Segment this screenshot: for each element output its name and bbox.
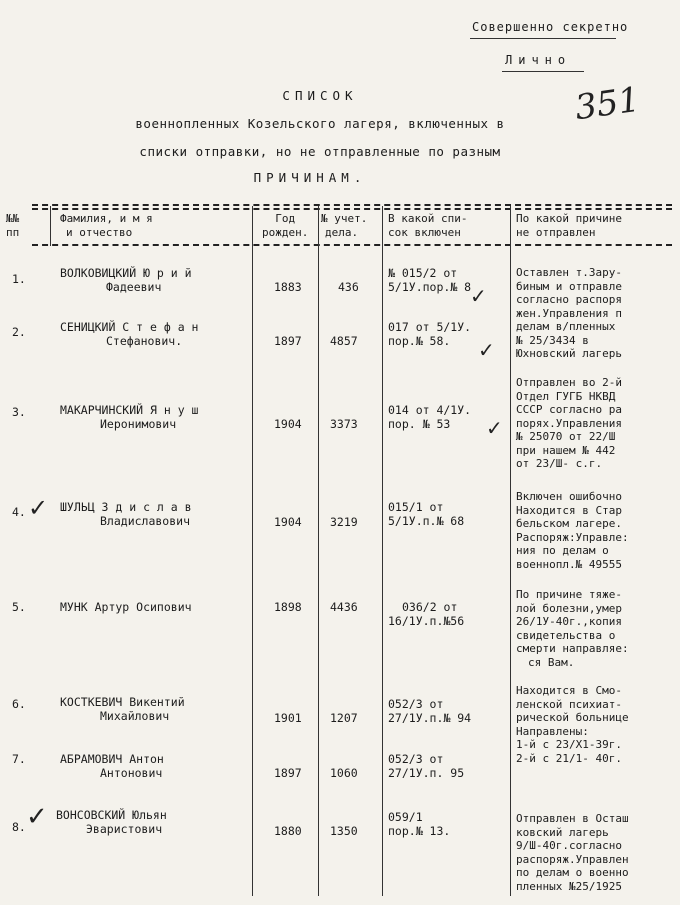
header-file: № учет. дела. — [321, 212, 368, 239]
row-2-file: 4857 — [330, 334, 358, 348]
row-8-year: 1880 — [274, 824, 302, 838]
row-1-name: ВОЛКОВИЦКИЙ Ю р и й Фадеевич — [60, 266, 192, 294]
col-divider-file — [382, 206, 383, 896]
row-1-num: 1. — [12, 272, 26, 286]
row-4-name: ШУЛЬЦ З д и с л а в Владиславович — [60, 500, 192, 528]
row-5-name: МУНК Артур Осипович — [60, 600, 192, 614]
row-5-list: 036/2 от 16/1У.п.№56 — [388, 600, 465, 628]
row-4-reason: Включен ошибочно Находится в Стар бельском лагере. Распоряж:Управле: ния по делам о военнопл.№ 49555 — [516, 490, 629, 571]
row-7-list: 052/3 от 27/1У.п. 95 — [388, 752, 465, 780]
row-4-list: 015/1 от 5/1У.п.№ 68 — [388, 500, 465, 528]
title-line-3: списки отправки, но не отправленные по разным — [139, 144, 501, 159]
check-mark-icon: ✓ — [26, 802, 48, 832]
row-5-year: 1898 — [274, 600, 302, 614]
row-8-list: 059/1 пор.№ 13. — [388, 810, 451, 838]
row-3-num: 3. — [12, 405, 26, 419]
personal-stamp: Лично — [505, 53, 572, 67]
row-8-reason: Отправлен в Осташ ковский лагерь 9/Ш-40г.согласно распоряж.Управлен по делам о военно пленных №25/1925 — [516, 812, 629, 893]
stamp-underline-2 — [502, 71, 584, 72]
row-2-name: СЕНИЦКИЙ С т е ф а н Стефанович. — [60, 320, 199, 348]
table-top-rule-2 — [32, 208, 672, 210]
row-8-file: 1350 — [330, 824, 358, 838]
row-5-reason: По причине тяже- лой болезни,умер 26/1У-40г.,копия свидетельства о смерти направляе: ся Вам. — [516, 588, 629, 669]
row-1-file: 436 — [338, 280, 359, 294]
row-7-year: 1897 — [274, 766, 302, 780]
check-mark-icon: ✓ — [486, 416, 503, 440]
check-mark-icon: ✓ — [478, 338, 495, 362]
row-4-year: 1904 — [274, 515, 302, 529]
row-3-file: 3373 — [330, 417, 358, 431]
header-list: В какой спи- сок включен — [388, 212, 468, 239]
row-5-num: 5. — [12, 600, 26, 614]
table-top-rule — [32, 204, 672, 206]
row-7-num: 7. — [12, 752, 26, 766]
row-5-file: 4436 — [330, 600, 358, 614]
row-4-num: 4. — [12, 505, 26, 519]
title-line-1: СПИСОК — [282, 88, 358, 103]
row-1-reason: Оставлен т.Зару- биным и отправле согласно распоря жен.Управления п делам в/пленных № 25/3434 в Юхновский лагерь — [516, 266, 622, 360]
secret-stamp: Совершенно секретно — [472, 20, 629, 34]
check-mark-icon: ✓ — [470, 284, 487, 308]
title-line-2: военнопленных Козельского лагеря, включенных в — [135, 116, 505, 131]
row-1-list: № 015/2 от 5/1У.пор.№ 8 — [388, 266, 472, 294]
row-6-num: 6. — [12, 697, 26, 711]
row-6-year: 1901 — [274, 711, 302, 725]
row-2-num: 2. — [12, 325, 26, 339]
row-3-name: МАКАРЧИНСКИЙ Я н у ш Иеронимович — [60, 403, 199, 431]
row-2-list: 017 от 5/1У. пор.№ 58. — [388, 320, 472, 348]
header-year: Год рожден. — [262, 212, 309, 239]
row-6-list: 052/3 от 27/1У.п.№ 94 — [388, 697, 472, 725]
header-bottom-rule — [32, 244, 672, 246]
row-2-year: 1897 — [274, 334, 302, 348]
header-num: №№ пп — [6, 212, 20, 239]
header-reason: По какой причине не отправлен — [516, 212, 622, 239]
row-6-file: 1207 — [330, 711, 358, 725]
row-3-list: 014 от 4/1У. пор. № 53 — [388, 403, 472, 431]
row-3-year: 1904 — [274, 417, 302, 431]
row-8-name: ВОНСОВСКИЙ Юльян Эваристович — [56, 808, 167, 836]
handwritten-number: 351 — [572, 79, 643, 129]
col-divider-list — [510, 206, 511, 896]
row-6-name: КОСТКЕВИЧ Викентий Михайлович — [60, 695, 185, 723]
col-divider-year — [318, 206, 319, 896]
row-4-file: 3219 — [330, 515, 358, 529]
row-7-file: 1060 — [330, 766, 358, 780]
row-7-name: АБРАМОВИЧ Антон Антонович — [60, 752, 164, 780]
check-mark-icon: ✓ — [28, 494, 49, 522]
col-divider-name — [252, 206, 253, 896]
row-3-reason: Отправлен во 2-й Отдел ГУГБ НКВД СССР согласно ра порях.Управления № 25070 от 22/Ш при нашем № 442 от 23/Ш- с.г. — [516, 376, 622, 470]
stamp-underline — [470, 38, 616, 39]
row-6-reason: Находится в Смо- ленской психиат- рической больнице Направлены: 1-й с 23/Х1-39г. 2-й с 21/1- 40г. — [516, 684, 629, 765]
col-divider-num — [50, 206, 51, 246]
row-1-year: 1883 — [274, 280, 302, 294]
row-8-num: 8. — [12, 820, 26, 834]
title-line-4: ПРИЧИНАМ. — [253, 170, 367, 185]
header-name: Фамилия, и м я и отчество — [60, 212, 153, 239]
